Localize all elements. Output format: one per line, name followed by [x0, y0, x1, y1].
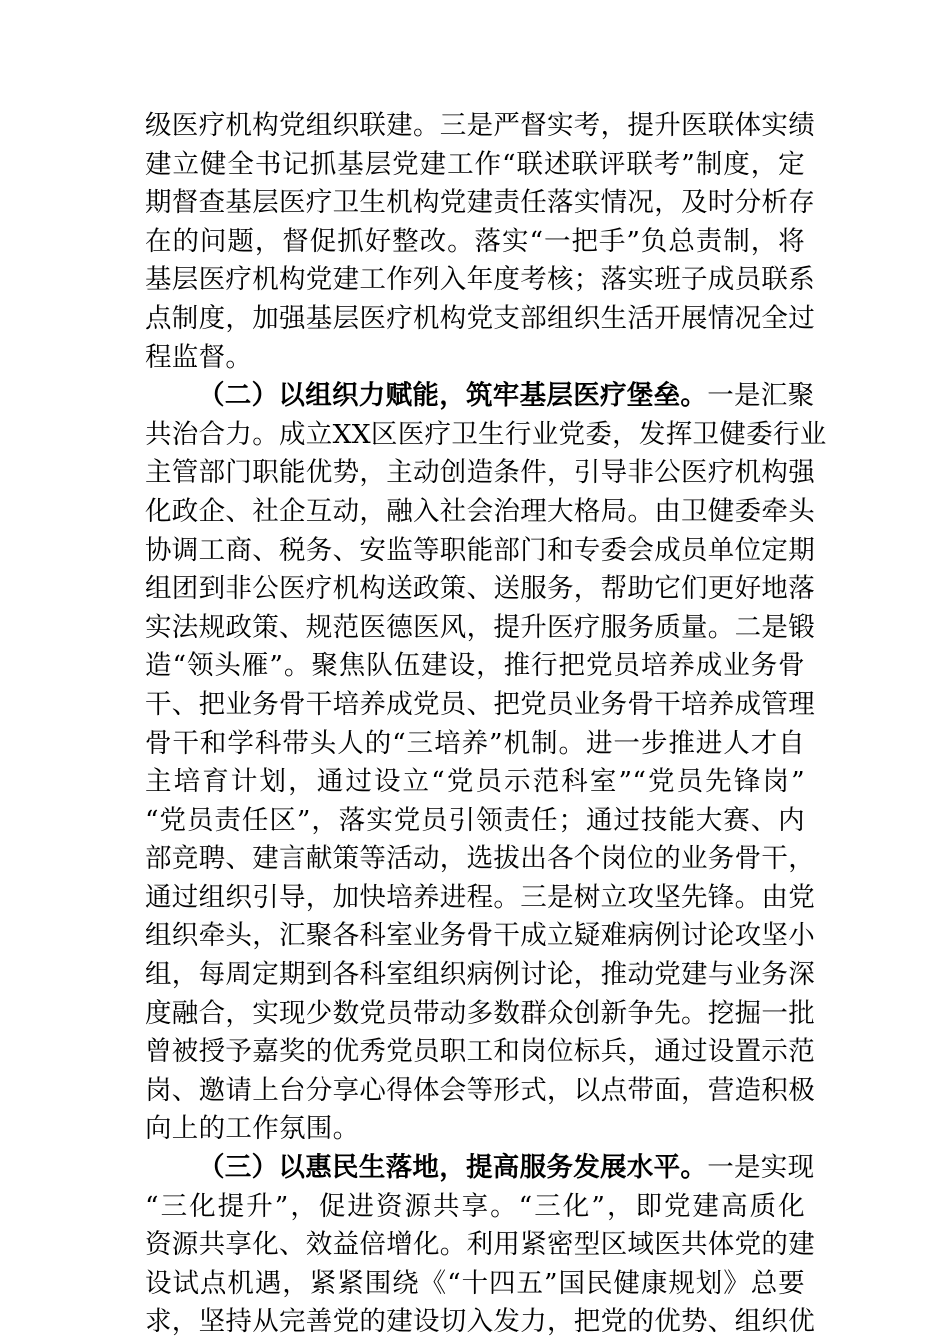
text-line: 设试点机遇，紧紧围绕《“十四五”国民健康规划》总要: [145, 1267, 805, 1299]
text-line: 组织牵头，汇聚各科室业务骨干成立疑难病例讨论攻坚小: [145, 920, 815, 952]
text-line: 主管部门职能优势，主动创造条件，引导非公医疗机构强: [145, 457, 815, 489]
text-line: 部竞聘、建言献策等活动，选拔出各个岗位的业务骨干，: [145, 843, 815, 875]
text-line: “三化提升”，促进资源共享。“三化”，即党建高质化: [145, 1190, 805, 1222]
text-line: 骨干和学科带头人的“三培养”机制。进一步推进人才自: [145, 727, 805, 759]
text-line: 实法规政策、规范医德医风，提升医疗服务质量。二是锻: [145, 611, 815, 643]
text-line: 组团到非公医疗机构送政策、送服务，帮助它们更好地落: [145, 573, 815, 605]
text-line: 曾被授予嘉奖的优秀党员职工和岗位标兵，通过设置示范: [145, 1036, 815, 1068]
text-line: 主培育计划，通过设立“党员示范科室”“党员先锋岗”: [145, 766, 805, 798]
section-heading: （二）以组织力赋能，筑牢基层医疗堡垒。: [198, 380, 708, 412]
text-line: 干、把业务骨干培养成党员、把党员业务骨干培养成管理: [145, 688, 815, 720]
document-body: [145, 107, 827, 1342]
text-line: 级医疗机构党组织联建。三是严督实考，提升医联体实绩: [145, 110, 815, 141]
text-line: 期督查基层医疗卫生机构党建责任落实情况，及时分析存: [145, 187, 815, 219]
text-line: 向上的工作氛围。: [145, 1113, 360, 1145]
text-line: 造“领头雁”。聚焦队伍建设，推行把党员培养成业务骨: [145, 650, 805, 682]
text-line: 基层医疗机构党建工作列入年度考核；落实班子成员联系: [145, 264, 815, 296]
section-heading-line: [145, 1149, 815, 1188]
text-line: 在的问题，督促抓好整改。落实“一把手”负总责制，将: [145, 225, 805, 257]
text-span: 一是实现: [707, 1152, 815, 1184]
text-line: 求，坚持从完善党的建设切入发力，把党的优势、组织优: [145, 1306, 815, 1338]
text-line: 共治合力。成立XX区医疗卫生行业党委，发挥卫健委行业: [145, 418, 827, 450]
text-span: 一是汇聚: [707, 380, 815, 412]
text-line: 化政企、社企互动，融入社会治理大格局。由卫健委牵头: [145, 495, 815, 527]
text-line: 通过组织引导，加快培养进程。三是树立攻坚先锋。由党: [145, 881, 815, 913]
section-heading-line: [145, 377, 815, 416]
text-line: 建立健全书记抓基层党建工作“联述联评联考”制度，定: [145, 148, 805, 180]
text-line: 度融合，实现少数党员带动多数群众创新争先。挖掘一批: [145, 997, 815, 1029]
text-line: 岗、邀请上台分享心得体会等形式，以点带面，营造积极: [145, 1074, 815, 1106]
text-line: 资源共享化、效益倍增化。利用紧密型区域医共体党的建: [145, 1229, 815, 1261]
text-line: “党员责任区”，落实党员引领责任；通过技能大赛、内: [145, 804, 805, 836]
text-line: 点制度，加强基层医疗机构党支部组织生活开展情况全过: [145, 302, 815, 334]
section-heading: （三）以惠民生落地，提高服务发展水平。: [198, 1152, 708, 1184]
text-line: 组，每周定期到各科室组织病例讨论，推动党建与业务深: [145, 959, 815, 991]
text-line: 程监督。: [145, 341, 253, 373]
text-line: 协调工商、税务、安监等职能部门和专委会成员单位定期: [145, 534, 815, 566]
